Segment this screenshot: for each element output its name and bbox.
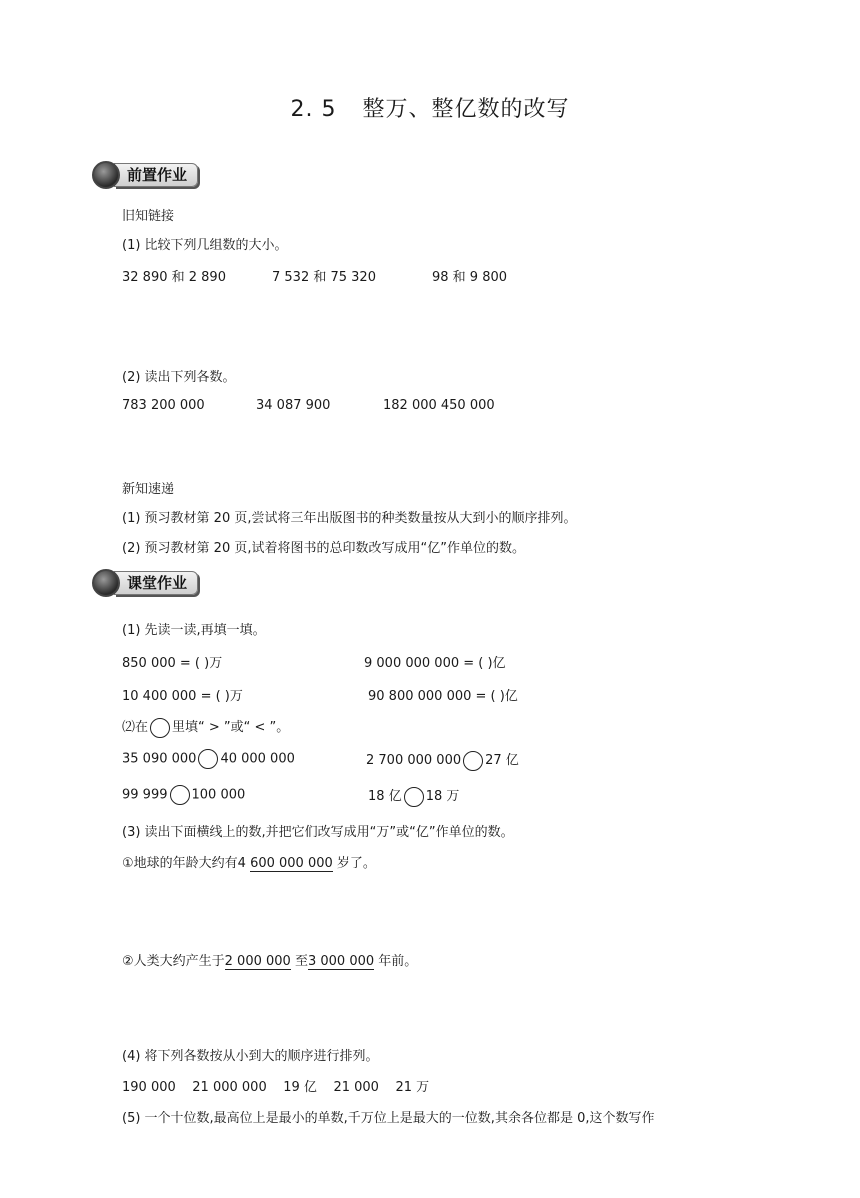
compare-left: 2 700 000 000	[366, 753, 462, 768]
read-item: 182 000 450 000	[383, 398, 495, 413]
old-knowledge-heading: 旧知链接	[122, 209, 175, 224]
answer-circle[interactable]	[463, 751, 483, 771]
compare-row	[122, 785, 245, 805]
pre-homework-label: 前置作业	[114, 163, 198, 187]
answer-circle	[150, 718, 170, 738]
class-question-2	[122, 716, 289, 738]
underlined-number: 2 000 000	[224, 954, 291, 969]
fill-item: 90 800 000 000 = ( )亿	[368, 689, 518, 704]
compare-item: 7 532 和 75 320	[272, 270, 376, 285]
new-knowledge-heading: 新知速递	[122, 482, 175, 497]
read-item: 783 200 000	[122, 398, 205, 413]
compare-item: 98 和 9 800	[432, 270, 508, 285]
play-icon	[92, 569, 120, 597]
compare-row	[122, 749, 295, 769]
compare-row	[368, 785, 459, 807]
fill-item: 850 000 = ( )万	[122, 656, 223, 671]
pre-question-1: (1) 比较下列几组数的大小。	[122, 238, 288, 253]
underlined-number: 600 000 000	[250, 856, 333, 871]
pre-question-2: (2) 读出下列各数。	[122, 370, 236, 385]
pre-homework-banner	[92, 160, 198, 190]
q2-suffix: 里填“ > ”或“ < ”。	[172, 720, 290, 735]
page-title	[0, 92, 860, 123]
compare-item: 32 890 和 2 890	[122, 270, 226, 285]
class-homework-label: 课堂作业	[114, 571, 198, 595]
class-question-5: (5) 一个十位数,最高位上是最小的单数,千万位上是最大的一位数,其余各位都是 0,这个数写作	[122, 1111, 655, 1126]
compare-right: 100 000	[191, 787, 246, 803]
compare-left: 99 999	[122, 787, 168, 803]
q3b-text-end: 年前。	[374, 954, 418, 969]
answer-circle[interactable]	[198, 749, 218, 769]
compare-left: 35 090 000	[122, 751, 197, 767]
q3b-text-mid: 至	[290, 954, 308, 969]
class-homework-banner	[92, 568, 198, 598]
q3-item-b	[122, 950, 417, 969]
section-title: 整万、整亿数的改写	[362, 97, 570, 122]
compare-left: 18 亿	[368, 789, 402, 804]
class-question-3: (3) 读出下面横线上的数,并把它们改写成用“万”或“亿”作单位的数。	[122, 825, 514, 840]
compare-right: 40 000 000	[220, 751, 295, 767]
answer-circle[interactable]	[170, 785, 190, 805]
compare-right: 18 万	[425, 789, 460, 804]
compare-right: 27 亿	[485, 753, 519, 768]
fill-item: 10 400 000 = ( )万	[122, 689, 243, 704]
swirl-icon	[92, 161, 120, 189]
q3-item-a	[122, 852, 376, 871]
answer-circle[interactable]	[404, 787, 424, 807]
fill-item: 9 000 000 000 = ( )亿	[364, 656, 506, 671]
class-question-4: (4) 将下列各数按从小到大的顺序进行排列。	[122, 1049, 379, 1064]
compare-row	[366, 749, 519, 771]
q3b-text: ②人类大约产生于	[122, 954, 225, 969]
section-number: 2. 5	[290, 97, 337, 122]
q3a-text-end: 岁了。	[332, 856, 376, 871]
q3a-text: ①地球的年龄大约有4	[122, 856, 251, 871]
q2-prefix: ⑵在	[122, 720, 149, 735]
underlined-number: 3 000 000	[307, 954, 375, 969]
sort-items: 190 000 21 000 000 19 亿 21 000 21 万	[122, 1080, 430, 1095]
new-knowledge-item-2: (2) 预习教材第 20 页,试着将图书的总印数改写成用“亿”作单位的数。	[122, 541, 525, 556]
class-question-1: (1) 先读一读,再填一填。	[122, 623, 266, 638]
read-item: 34 087 900	[256, 398, 331, 413]
new-knowledge-item-1: (1) 预习教材第 20 页,尝试将三年出版图书的种类数量按从大到小的顺序排列。	[122, 511, 577, 526]
